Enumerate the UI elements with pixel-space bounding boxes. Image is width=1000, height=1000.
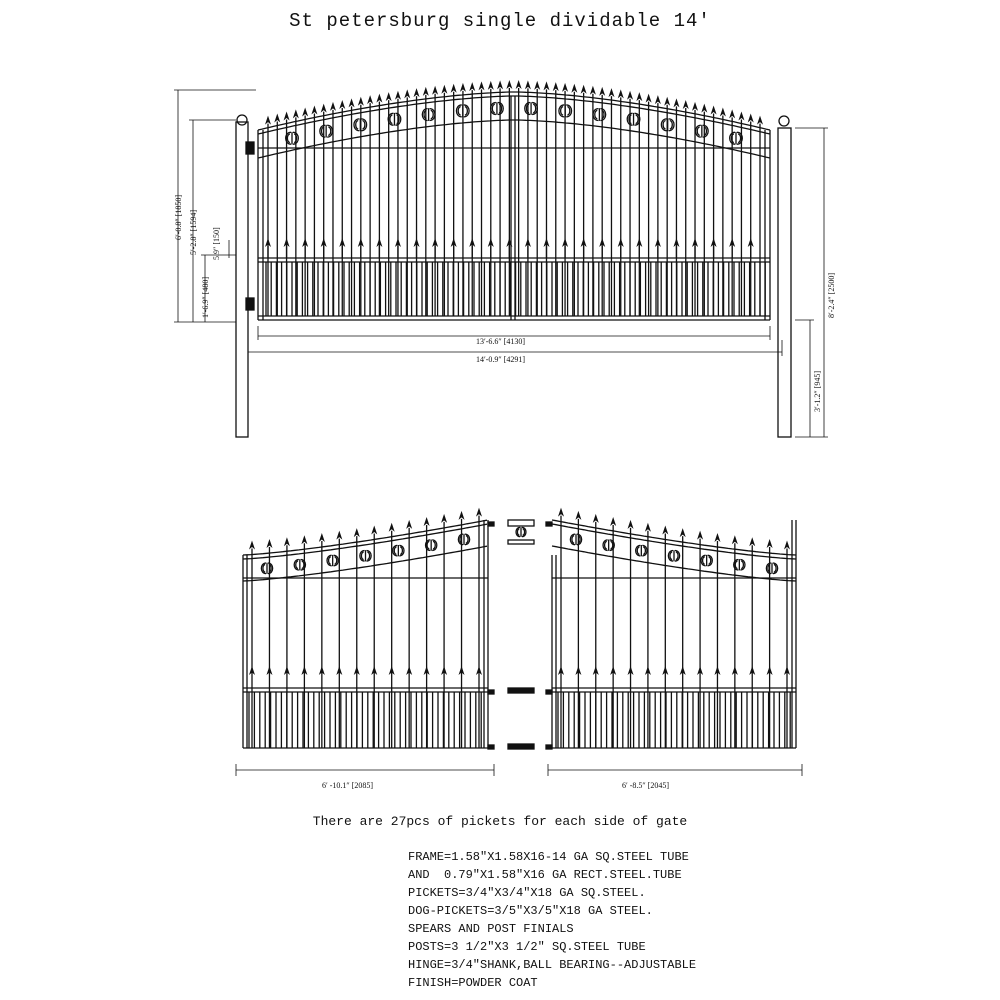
spear-finial <box>729 109 735 118</box>
spear-finial <box>738 111 744 120</box>
spear-finial <box>627 91 633 100</box>
connector-plate <box>508 540 534 544</box>
scroll-ornament <box>559 105 572 118</box>
top-arch-rail <box>258 92 770 130</box>
spear-finial <box>748 114 754 123</box>
spec-line: DOG-PICKETS=3/5"X3/5"X18 GA STEEL. <box>408 904 653 918</box>
scroll-ornament <box>661 118 674 131</box>
full-gate-elevation <box>236 80 791 437</box>
spear-finial <box>414 88 420 97</box>
spear-finial <box>469 82 475 91</box>
spear-finial <box>266 539 272 548</box>
spear-finial <box>460 83 466 92</box>
drawing-title: St petersburg single dividable 14′ <box>289 10 711 32</box>
connector-plate <box>508 520 534 526</box>
scroll-ornament <box>422 108 435 121</box>
spear-finial <box>336 531 342 540</box>
upper-hinge <box>246 142 254 154</box>
post-height-label: 8′-2.4″ [2500] <box>827 272 836 318</box>
scroll-ornament <box>570 534 581 545</box>
spear-finial <box>581 85 587 94</box>
scroll-ornament <box>603 540 614 551</box>
spear-finial <box>339 100 345 109</box>
spear-finial <box>636 92 642 101</box>
connector-bar <box>508 744 534 749</box>
scroll-ornament <box>393 545 404 556</box>
scroll-ornament <box>426 540 437 551</box>
spear-finial <box>302 107 308 116</box>
spear-finial <box>406 520 412 529</box>
panel-top-rail <box>243 520 487 555</box>
spear-finial <box>284 111 290 120</box>
spear-finial <box>711 106 717 115</box>
spec-line: FRAME=1.58"X1.58X16-14 GA SQ.STEEL TUBE <box>408 850 689 864</box>
scroll-ornament <box>696 125 709 138</box>
spear-finial <box>432 86 438 95</box>
spear-finial <box>525 80 531 89</box>
scroll-ornament <box>456 105 469 118</box>
scroll-ornament <box>525 102 538 115</box>
left-post-finial <box>237 115 247 125</box>
scroll-ornament <box>730 132 743 145</box>
spear-finial <box>610 517 616 526</box>
scroll-ornament <box>766 563 777 574</box>
spear-finial <box>319 533 325 542</box>
spear-finial <box>479 81 485 90</box>
scroll-ornament <box>294 559 305 570</box>
spear-finial <box>389 523 395 532</box>
spear-finial <box>404 89 410 98</box>
scroll-ornament <box>668 550 679 561</box>
spear-finial <box>516 80 522 89</box>
spear-finial <box>311 106 317 115</box>
spear-finial <box>293 109 299 118</box>
spear-finial <box>628 520 634 529</box>
spear-finial <box>354 528 360 537</box>
spear-finial <box>618 89 624 98</box>
spear-finial <box>558 508 564 517</box>
panel-tab <box>488 690 494 694</box>
scroll-ornament <box>320 125 333 138</box>
spear-finial <box>441 514 447 523</box>
spec-line: PICKETS=3/4"X3/4"X18 GA SQ.STEEL. <box>408 886 646 900</box>
spear-finial <box>376 94 382 103</box>
spear-finial <box>371 525 377 534</box>
scroll-ornament <box>627 113 640 126</box>
panel-tab <box>488 745 494 749</box>
spear-finial <box>358 97 364 106</box>
left-post <box>236 122 248 437</box>
scroll-ornament <box>593 108 606 121</box>
spear-finial <box>662 525 668 534</box>
scroll-ornament <box>701 555 712 566</box>
overall-height-label: 6′-0.8″ [1850] <box>174 194 183 240</box>
panel-top-rail <box>552 520 796 555</box>
scroll-ornament <box>734 559 745 570</box>
spear-finial <box>701 104 707 113</box>
spear-finial <box>451 84 457 93</box>
scroll-lower-arch <box>258 120 770 158</box>
spear-finial <box>562 83 568 92</box>
scroll-ornament <box>458 534 469 545</box>
connector-bar <box>508 688 534 693</box>
spear-finial <box>274 114 280 123</box>
gate-height-label: 5′-2.8″ [1594] <box>189 209 198 255</box>
spear-finial <box>680 528 686 537</box>
spear-finial <box>330 102 336 111</box>
spear-finial <box>664 97 670 106</box>
spear-finial <box>301 535 307 544</box>
scroll-ornament <box>327 555 338 566</box>
right-panel-width-label: 6′ -8.5″ [2045] <box>622 781 670 790</box>
specifications-list <box>408 848 696 992</box>
lower-hinge <box>246 298 254 310</box>
spear-finial <box>321 104 327 113</box>
spear-finial <box>249 541 255 550</box>
spear-finial <box>784 541 790 550</box>
spear-finial <box>697 531 703 540</box>
panel-tab <box>546 690 552 694</box>
spear-finial <box>553 82 559 91</box>
right-post <box>778 128 791 437</box>
spear-finial <box>757 116 763 125</box>
spear-finial <box>284 537 290 546</box>
spec-line: FINISH=POWDER COAT <box>408 976 538 990</box>
spear-finial <box>395 91 401 100</box>
spear-finial <box>720 107 726 116</box>
spear-finial <box>645 523 651 532</box>
spear-finial <box>655 95 661 104</box>
scroll-ornament <box>491 102 504 115</box>
spear-finial <box>459 511 465 520</box>
spear-finial <box>386 92 392 101</box>
spear-finial <box>441 85 447 94</box>
spear-finial <box>497 80 503 89</box>
gate-width-label: 13′-6.6″ [4130] <box>476 337 526 346</box>
spear-finial <box>692 102 698 111</box>
spear-finial <box>571 84 577 93</box>
spear-finial <box>367 95 373 104</box>
scroll-ornament <box>636 545 647 556</box>
spear-finial <box>424 517 430 526</box>
spear-finial <box>646 94 652 103</box>
scroll-ornament <box>388 113 401 126</box>
post-burial-label: 3′-1.2″ [945] <box>813 370 822 412</box>
spear-finial <box>349 98 355 107</box>
scroll-ornament <box>261 563 272 574</box>
spec-line: SPEARS AND POST FINIALS <box>408 922 574 936</box>
left-panel-width-label: 6′ -10.1″ [2085] <box>322 781 374 790</box>
spear-finial <box>476 508 482 517</box>
spear-finial <box>265 116 271 125</box>
scroll-ornament <box>286 132 299 145</box>
spear-finial <box>543 81 549 90</box>
dimension-lines <box>174 90 828 776</box>
bottom-clearance-label: 1′-6.9″ [480] <box>201 276 210 318</box>
panel-tab <box>546 522 552 526</box>
spear-finial <box>673 98 679 107</box>
scroll-ornament <box>516 527 526 537</box>
spear-finial <box>599 87 605 96</box>
spec-line: AND 0.79"X1.58"X16 GA RECT.STEEL.TUBE <box>408 868 682 882</box>
spear-finial <box>575 511 581 520</box>
divided-gate-panels <box>243 508 796 749</box>
scroll-ornament <box>360 550 371 561</box>
spec-line: POSTS=3 1/2"X3 1/2" SQ.STEEL TUBE <box>408 940 646 954</box>
spear-finial <box>683 100 689 109</box>
pickets-note: There are 27pcs of pickets for each side of gate <box>312 814 688 829</box>
spear-finial <box>608 88 614 97</box>
spear-finial <box>488 81 494 90</box>
spear-finial <box>732 535 738 544</box>
spec-line: HINGE=3/4"SHANK,BALL BEARING--ADJUSTABLE <box>408 958 697 972</box>
total-width-label: 14′-0.9″ [4291] <box>476 355 526 364</box>
top-gap-label: 5.9″ [150] <box>212 227 221 260</box>
spear-finial <box>506 80 512 89</box>
right-post-finial <box>779 116 789 126</box>
spear-finial <box>534 81 540 90</box>
spear-finial <box>749 537 755 546</box>
panel-tab <box>488 522 494 526</box>
top-arch-rail-inner <box>258 96 770 134</box>
spear-finial <box>423 87 429 96</box>
spear-finial <box>767 539 773 548</box>
spear-finial <box>714 533 720 542</box>
spear-finial <box>590 86 596 95</box>
spear-finial <box>593 514 599 523</box>
panel-tab <box>546 745 552 749</box>
scroll-ornament <box>354 118 367 131</box>
